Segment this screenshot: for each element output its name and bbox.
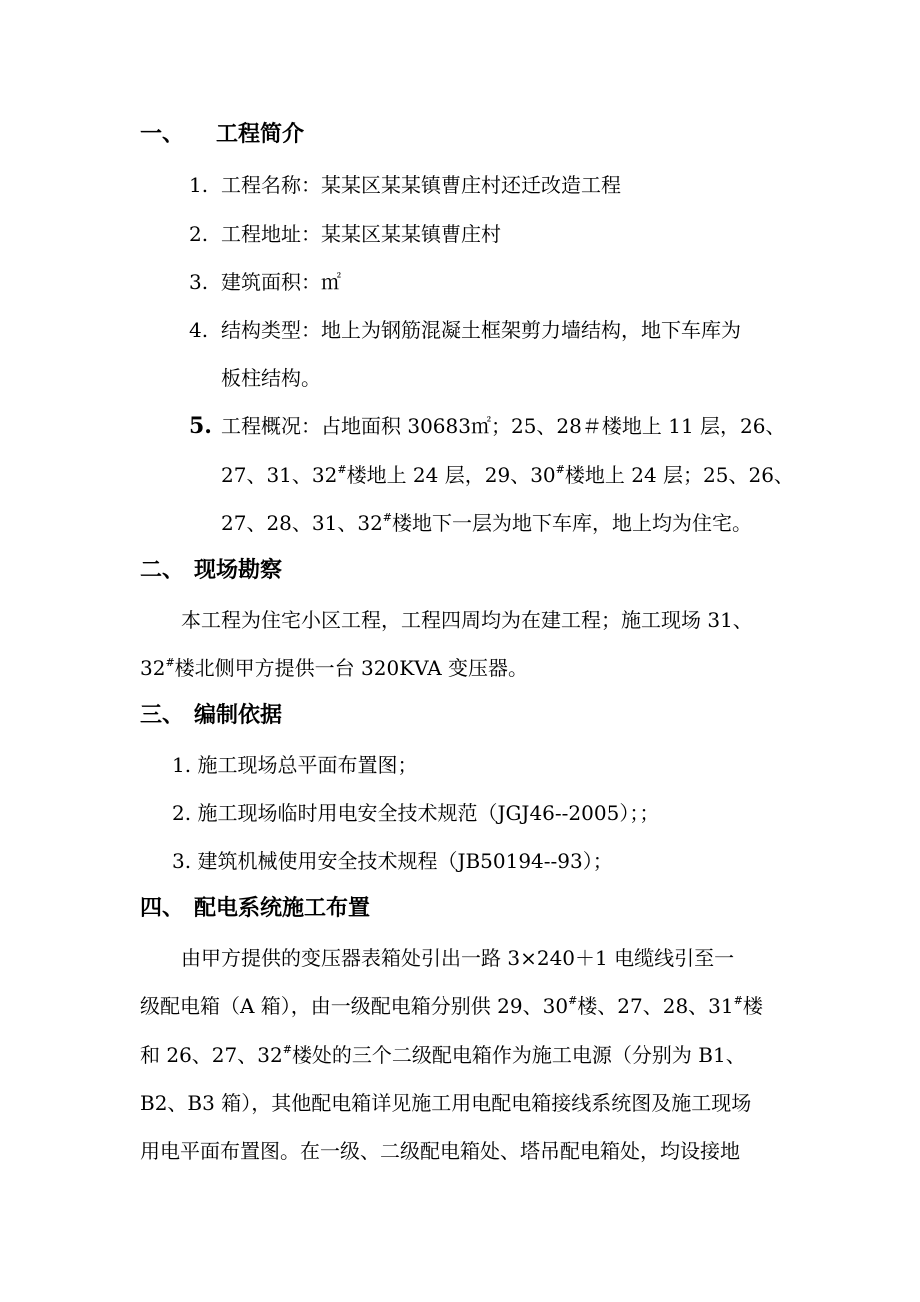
section-2-heading [140, 557, 282, 585]
s1-item-5-sup-2: # [555, 463, 565, 476]
s1-item-5-sup-3: # [382, 511, 393, 524]
s1-item-3 [189, 268, 341, 296]
s1-item-4 [189, 316, 741, 344]
s4-l2b: 楼、27、28、31 [577, 994, 734, 1018]
s4-l3a: 和 26、27、32 [140, 1043, 283, 1067]
s1-item-5 [189, 412, 786, 440]
s1-item-1 [189, 171, 621, 199]
s4-line-3: 和 26、27、32#楼处的三个二级配电箱作为施工电源（分别为 B1、 [140, 1043, 746, 1067]
s3-item-3: 3. 建筑机械使用安全技术规程（JB50194--93）； [172, 849, 613, 873]
s1-item-5-sup-1: # [337, 463, 347, 476]
s1-item-5-l2a: 27、31、32 [221, 463, 338, 487]
s1-item-2-text: 工程地址：某某区某某镇曹庄村 [221, 222, 501, 246]
section-4-heading [140, 895, 370, 923]
s4-l2a: 级配电箱（A 箱），由一级配电箱分别供 29、30 [140, 994, 569, 1018]
s2-p2a: 32 [140, 656, 166, 680]
s1-item-5-num: 5. [189, 413, 212, 439]
s2-paragraph-line-2: 32#楼北侧甲方提供一台 320KVA 变压器。 [140, 656, 529, 680]
s2-paragraph-line-1: 本工程为住宅小区工程，工程四周均为在建工程；施工现场 31、 [181, 608, 753, 632]
section-1-number: 一、 [140, 122, 185, 147]
s4-line-1: 由甲方提供的变压器表箱处引出一路 3×240＋1 电缆线引至一 [181, 946, 735, 970]
s4-line-5: 用电平面布置图。在一级、二级配电箱处、塔吊配电箱处，均设接地 [140, 1139, 740, 1163]
s1-item-4-continuation: 板柱结构。 [221, 366, 321, 390]
s1-item-4-text: 结构类型：地上为钢筋混凝土框架剪力墙结构，地下车库为 [221, 318, 741, 342]
s1-item-5-l3b: 楼地下一层为地下车库，地上均为住宅。 [392, 511, 753, 535]
s4-line-2: 级配电箱（A 箱），由一级配电箱分别供 29、30#楼、27、28、31#楼 [140, 994, 763, 1018]
s1-item-1-text: 工程名称：某某区某某镇曹庄村还迁改造工程 [221, 173, 621, 197]
s1-item-5-text: 工程概况：占地面积 30683㎡；25、28＃楼地上 11 层，26、 [221, 414, 786, 438]
s1-item-5-l2c: 楼地上 24 层；25、26、 [564, 463, 794, 487]
section-4-title: 配电系统施工布置 [194, 896, 371, 921]
section-1-heading [140, 121, 304, 149]
s1-item-4-num: 4. [189, 318, 209, 342]
section-4-number: 四、 [140, 896, 185, 921]
section-3-heading [140, 702, 282, 730]
s1-item-5-l2b: 楼地上 24 层，29、30 [346, 463, 556, 487]
s3-item-1: 1. 施工现场总平面布置图； [172, 753, 418, 777]
s1-item-2 [189, 220, 501, 248]
s1-item-5-l3a: 27、28、31、32 [221, 511, 383, 535]
section-3-title: 编制依据 [194, 703, 283, 728]
s1-item-2-num: 2. [189, 222, 209, 246]
s2-p2b: 楼北侧甲方提供一台 320KVA 变压器。 [174, 656, 529, 680]
s1-item-1-num: 1. [189, 173, 209, 197]
section-2-title: 现场勘察 [194, 558, 283, 583]
s1-item-5-line-3 [221, 509, 752, 537]
section-1-title: 工程简介 [216, 122, 305, 147]
section-3-number: 三、 [140, 703, 185, 728]
s1-item-3-text: 建筑面积：㎡ [221, 270, 341, 294]
s1-item-3-num: 3. [189, 270, 209, 294]
s4-l3b: 楼处的三个二级配电箱作为施工电源（分别为 B1、 [291, 1043, 746, 1067]
s4-line-4: B2、B3 箱），其他配电箱详见施工用电配电箱接线系统图及施工现场 [140, 1091, 752, 1115]
section-2-number: 二、 [140, 558, 185, 583]
s4-l2c: 楼 [742, 994, 763, 1018]
s3-item-2: 2. 施工现场临时用电安全技术规范（JGJ46--2005）；； [172, 801, 660, 825]
s1-item-5-line-2 [221, 461, 794, 489]
